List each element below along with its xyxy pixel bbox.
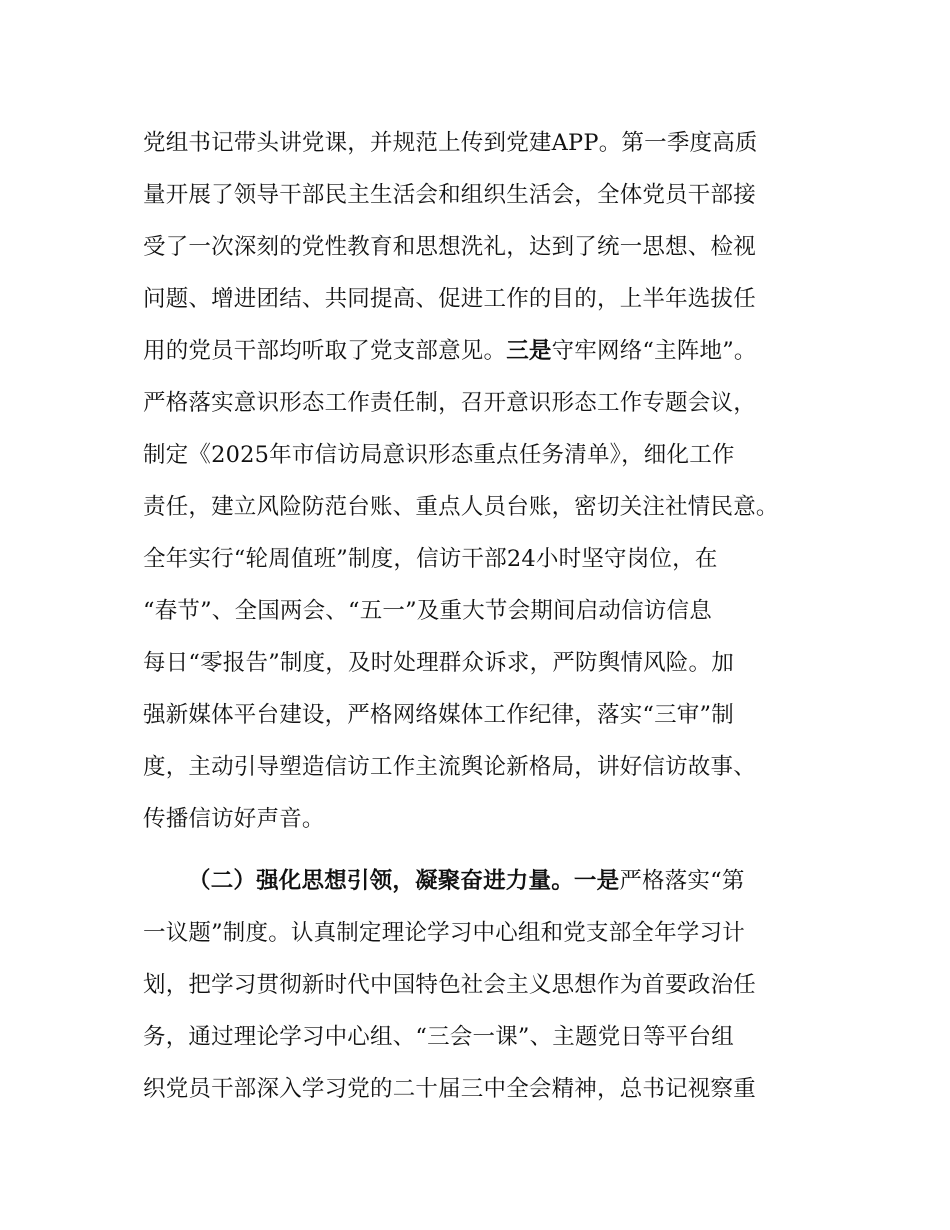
text-line: 传播信访好声音。 [143, 806, 325, 832]
text-line: 责任，建立风险防范台账、重点人员台账，密切关注社情民意。 [143, 494, 779, 520]
text-line: 织党员干部深入学习党的二十届三中全会精神，总书记视察重 [143, 1076, 756, 1102]
text-span: 用的党员干部均听取了党支部意见。 [143, 338, 507, 364]
text-line: 每日“零报告”制度，及时处理群众诉求，严防舆情风险。加 [143, 650, 734, 676]
text-line [143, 336, 757, 366]
bold-lead: 一是 [573, 868, 620, 894]
text-line: 强新媒体平台建设，严格网络媒体工作纪律，落实“三审”制 [143, 702, 734, 728]
text-line: 受了一次深刻的党性教育和思想洗礼，达到了统一思想、检视 [143, 234, 756, 260]
text-line: 全年实行“轮周值班”制度，信访干部24小时坚守岗位，在 [143, 546, 718, 572]
text-span: 守牢网络“主阵地”。 [551, 338, 757, 364]
text-line: 一议题”制度。认真制定理论学习中心组和党支部全年学习计 [143, 920, 745, 946]
text-line: 度，主动引导塑造信访工作主流舆论新格局，讲好信访故事、 [143, 754, 756, 780]
bold-lead: 三是 [506, 338, 552, 364]
section-heading: （二）强化思想引领，凝聚奋进力量。 [188, 868, 574, 894]
text-line: 量开展了领导干部民主生活会和组织生活会，全体党员干部接 [143, 182, 756, 208]
text-line: 制定《2025年市信访局意识形态重点任务清单》，细化工作 [143, 442, 735, 468]
text-line: 问题、增进团结、共同提高、促进工作的目的，上半年选拔任 [143, 286, 756, 312]
text-line: “春节”、全国两会、“五一”及重大节会期间启动信访信息 [143, 598, 712, 624]
section-heading-line [188, 866, 745, 896]
text-line: 党组书记带头讲党课，并规范上传到党建APP。第一季度高质 [143, 130, 758, 156]
text-line: 严格落实意识形态工作责任制，召开意识形态工作专题会议， [143, 390, 756, 416]
text-line: 务，通过理论学习中心组、“三会一课”、主题党日等平台组 [143, 1024, 734, 1050]
text-span: 严格落实“第 [619, 868, 745, 894]
text-line: 划，把学习贯彻新时代中国特色社会主义思想作为首要政治任 [143, 972, 756, 998]
